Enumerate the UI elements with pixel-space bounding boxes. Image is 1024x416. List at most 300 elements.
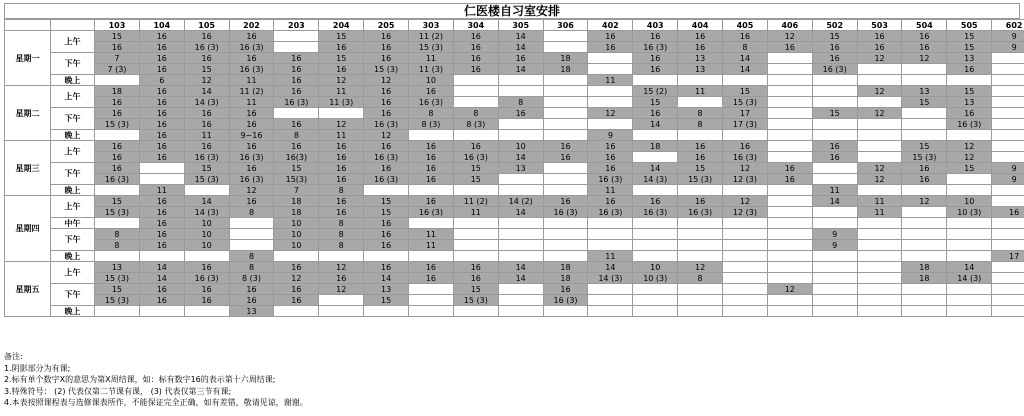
period-label: 下午 <box>51 53 95 75</box>
schedule-cell <box>588 240 633 251</box>
schedule-cell <box>543 174 588 185</box>
table-row <box>5 262 1024 273</box>
room-header: 104 <box>139 20 184 31</box>
schedule-cell: 12 <box>723 196 768 207</box>
schedule-cell <box>723 273 768 284</box>
schedule-cell: 15 <box>633 97 678 108</box>
schedule-cell <box>95 130 140 141</box>
room-header: 503 <box>857 20 902 31</box>
schedule-cell <box>588 97 633 108</box>
schedule-cell <box>947 240 992 251</box>
schedule-cell: 15 <box>95 284 140 295</box>
schedule-cell <box>767 251 812 262</box>
schedule-cell: 8 (3) <box>229 273 274 284</box>
schedule-cell: 16 <box>409 174 454 185</box>
schedule-cell <box>409 251 454 262</box>
schedule-cell: 16 <box>184 141 229 152</box>
schedule-cell <box>498 86 543 97</box>
day-label: 星期一 <box>5 31 51 86</box>
schedule-cell <box>588 229 633 240</box>
schedule-cell: 16 <box>274 53 319 64</box>
schedule-cell <box>543 119 588 130</box>
schedule-cell <box>139 163 184 174</box>
room-header: 202 <box>229 20 274 31</box>
schedule-cell: 14 <box>633 119 678 130</box>
schedule-cell: 16 <box>229 53 274 64</box>
schedule-cell: 7 (3) <box>95 64 140 75</box>
day-label: 星期二 <box>5 86 51 141</box>
schedule-cell <box>633 185 678 196</box>
schedule-cell: 15 <box>947 86 992 97</box>
schedule-cell: 16 (3) <box>409 97 454 108</box>
schedule-cell <box>857 218 902 229</box>
schedule-cell: 16 <box>319 163 364 174</box>
schedule-cell <box>812 273 857 284</box>
schedule-cell: 16 <box>678 196 723 207</box>
schedule-cell <box>992 141 1024 152</box>
schedule-cell: 12 <box>319 284 364 295</box>
schedule-cell <box>139 174 184 185</box>
schedule-cell: 10 <box>274 240 319 251</box>
schedule-cell: 16 <box>274 284 319 295</box>
schedule-cell <box>364 185 409 196</box>
schedule-cell <box>633 218 678 229</box>
schedule-cell: 16 (3) <box>364 174 409 185</box>
schedule-cell: 16 <box>95 141 140 152</box>
schedule-cell <box>498 130 543 141</box>
schedule-cell <box>767 108 812 119</box>
schedule-cell <box>498 229 543 240</box>
schedule-cell: 15 <box>95 196 140 207</box>
schedule-cell: 16 (3) <box>588 207 633 218</box>
schedule-cell: 9 <box>992 31 1024 42</box>
schedule-cell <box>588 306 633 317</box>
table-row <box>5 141 1024 152</box>
period-label: 上午 <box>51 86 95 108</box>
schedule-cell <box>902 64 947 75</box>
schedule-cell: 16 <box>229 141 274 152</box>
schedule-cell: 16 <box>139 53 184 64</box>
schedule-cell: 16 <box>767 163 812 174</box>
schedule-cell: 13 <box>498 163 543 174</box>
schedule-cell: 16 <box>274 295 319 306</box>
schedule-cell: 12 (3) <box>723 174 768 185</box>
schedule-cell <box>723 295 768 306</box>
table-row <box>5 31 1024 42</box>
schedule-cell <box>992 75 1024 86</box>
day-label: 星期四 <box>5 196 51 262</box>
schedule-cell <box>543 130 588 141</box>
schedule-cell: 16 <box>857 42 902 53</box>
schedule-cell: 16 <box>139 119 184 130</box>
schedule-cell: 15 <box>184 64 229 75</box>
notes-section <box>4 351 1020 409</box>
schedule-cell: 16 <box>184 295 229 306</box>
schedule-cell <box>767 75 812 86</box>
schedule-cell <box>319 108 364 119</box>
schedule-cell: 8 <box>274 130 319 141</box>
schedule-cell <box>633 240 678 251</box>
schedule-cell <box>543 108 588 119</box>
schedule-cell: 15 <box>947 42 992 53</box>
schedule-cell <box>857 262 902 273</box>
schedule-cell <box>767 207 812 218</box>
schedule-cell <box>543 75 588 86</box>
schedule-cell: 12 <box>364 130 409 141</box>
note-line: 3.特殊符号： (2) 代表仅第二节课有课， (3) 代表仅第三节有课; <box>4 386 232 396</box>
schedule-cell: 11 (3) <box>409 64 454 75</box>
schedule-cell <box>453 130 498 141</box>
schedule-cell: 16 <box>364 141 409 152</box>
schedule-cell <box>767 86 812 97</box>
schedule-cell: 16 <box>319 64 364 75</box>
schedule-cell: 16 <box>902 163 947 174</box>
schedule-cell: 16 <box>229 295 274 306</box>
schedule-cell: 16 <box>588 141 633 152</box>
schedule-cell: 14 <box>947 262 992 273</box>
schedule-cell: 12 <box>857 108 902 119</box>
schedule-cell: 16 <box>409 86 454 97</box>
schedule-cell: 16 <box>229 196 274 207</box>
schedule-cell: 7 <box>95 53 140 64</box>
schedule-cell: 16 <box>364 53 409 64</box>
schedule-cell: 11 <box>184 130 229 141</box>
schedule-cell <box>543 97 588 108</box>
schedule-cell: 16 (3) <box>633 207 678 218</box>
schedule-cell: 11 <box>319 86 364 97</box>
schedule-cell: 16 (3) <box>453 152 498 163</box>
schedule-cell <box>409 306 454 317</box>
schedule-cell: 16 <box>902 174 947 185</box>
day-label: 星期五 <box>5 262 51 317</box>
schedule-cell: 16 <box>95 97 140 108</box>
schedule-cell: 11 <box>588 251 633 262</box>
room-header: 303 <box>409 20 454 31</box>
schedule-cell: 16 <box>588 163 633 174</box>
schedule-cell: 14 <box>723 53 768 64</box>
schedule-cell <box>992 218 1024 229</box>
room-header: 405 <box>723 20 768 31</box>
schedule-cell: 12 <box>184 75 229 86</box>
schedule-cell: 11 (2) <box>409 31 454 42</box>
schedule-cell <box>902 306 947 317</box>
schedule-cell <box>812 75 857 86</box>
schedule-cell: 16 <box>184 262 229 273</box>
schedule-cell <box>95 218 140 229</box>
schedule-cell: 8 <box>319 240 364 251</box>
schedule-cell: 16 <box>409 152 454 163</box>
schedule-cell: 16 <box>95 163 140 174</box>
schedule-cell: 10 <box>184 218 229 229</box>
schedule-cell: 11 <box>319 130 364 141</box>
schedule-cell: 16 <box>364 262 409 273</box>
note-line: 2.标有单个数字X的意思为第X周结课，如：标有数字16的表示第十六周结课; <box>4 375 276 385</box>
schedule-cell <box>723 262 768 273</box>
room-header: 402 <box>588 20 633 31</box>
table-row <box>5 295 1024 306</box>
schedule-cell: 13 <box>947 97 992 108</box>
schedule-cell <box>543 185 588 196</box>
schedule-cell <box>498 295 543 306</box>
schedule-cell <box>723 218 768 229</box>
schedule-cell: 16 <box>229 284 274 295</box>
schedule-cell: 18 <box>633 141 678 152</box>
schedule-cell: 15 (3) <box>409 42 454 53</box>
schedule-cell: 16 <box>364 218 409 229</box>
schedule-cell <box>992 185 1024 196</box>
schedule-cell <box>857 119 902 130</box>
schedule-cell: 16 <box>857 31 902 42</box>
schedule-cell <box>767 141 812 152</box>
schedule-cell: 14 <box>364 273 409 284</box>
schedule-cell <box>543 31 588 42</box>
schedule-cell <box>95 185 140 196</box>
schedule-cell: 10 <box>184 229 229 240</box>
schedule-cell: 18 <box>543 262 588 273</box>
table-row <box>5 53 1024 64</box>
schedule-cell: 11 <box>409 240 454 251</box>
schedule-cell: 15 <box>902 141 947 152</box>
schedule-cell: 16 <box>588 196 633 207</box>
schedule-cell <box>95 306 140 317</box>
schedule-cell: 14 <box>498 42 543 53</box>
schedule-cell <box>453 75 498 86</box>
schedule-cell: 14 <box>184 86 229 97</box>
schedule-cell: 16 <box>409 273 454 284</box>
schedule-cell: 16 <box>498 108 543 119</box>
schedule-cell: 16 <box>453 64 498 75</box>
schedule-cell: 14 <box>498 31 543 42</box>
period-label: 晚上 <box>51 130 95 141</box>
period-label: 晚上 <box>51 306 95 317</box>
schedule-cell <box>812 86 857 97</box>
schedule-cell: 16 <box>184 108 229 119</box>
schedule-cell: 16 <box>812 53 857 64</box>
schedule-cell: 13 <box>95 262 140 273</box>
schedule-cell <box>678 295 723 306</box>
table-row <box>5 218 1024 229</box>
schedule-cell: 12 <box>723 163 768 174</box>
table-row <box>5 174 1024 185</box>
schedule-cell: 16 <box>364 229 409 240</box>
schedule-cell <box>453 218 498 229</box>
schedule-cell <box>812 218 857 229</box>
period-label: 上午 <box>51 262 95 284</box>
schedule-cell: 16 <box>139 196 184 207</box>
room-header: 205 <box>364 20 409 31</box>
schedule-cell: 16 <box>274 262 319 273</box>
schedule-cell: 16 <box>139 218 184 229</box>
schedule-cell <box>543 218 588 229</box>
schedule-cell: 8 <box>319 218 364 229</box>
schedule-cell <box>947 295 992 306</box>
room-header: 403 <box>633 20 678 31</box>
schedule-cell: 8 <box>678 273 723 284</box>
schedule-cell: 16 <box>364 108 409 119</box>
schedule-cell: 9~16 <box>229 130 274 141</box>
schedule-body <box>5 20 1024 317</box>
schedule-cell: 15 <box>678 163 723 174</box>
schedule-cell: 16 <box>633 196 678 207</box>
schedule-cell: 15 (3) <box>95 119 140 130</box>
room-header: 203 <box>274 20 319 31</box>
schedule-cell: 15 <box>812 31 857 42</box>
schedule-cell <box>857 75 902 86</box>
schedule-cell: 16 <box>319 273 364 284</box>
schedule-cell: 16 <box>139 31 184 42</box>
schedule-cell: 15 <box>319 31 364 42</box>
schedule-cell: 16 <box>184 31 229 42</box>
schedule-cell: 15 <box>902 97 947 108</box>
schedule-cell <box>139 251 184 262</box>
schedule-cell: 9 <box>992 174 1024 185</box>
schedule-cell: 16 <box>453 31 498 42</box>
schedule-cell <box>678 284 723 295</box>
schedule-cell <box>498 185 543 196</box>
schedule-cell: 8 (3) <box>409 119 454 130</box>
schedule-cell <box>992 240 1024 251</box>
schedule-cell <box>543 86 588 97</box>
schedule-cell <box>767 64 812 75</box>
schedule-cell: 15 <box>453 284 498 295</box>
schedule-cell: 16 <box>453 42 498 53</box>
schedule-cell <box>588 284 633 295</box>
table-row <box>5 130 1024 141</box>
schedule-cell <box>633 152 678 163</box>
schedule-cell <box>543 229 588 240</box>
schedule-cell <box>812 207 857 218</box>
schedule-cell: 16 <box>633 53 678 64</box>
schedule-cell: 11 <box>857 196 902 207</box>
schedule-cell <box>902 207 947 218</box>
table-row <box>5 86 1024 97</box>
schedule-cell: 14 <box>184 196 229 207</box>
schedule-cell <box>409 295 454 306</box>
schedule-cell <box>678 218 723 229</box>
schedule-cell: 12 <box>857 53 902 64</box>
schedule-cell <box>229 229 274 240</box>
schedule-cell: 16 <box>992 207 1024 218</box>
schedule-cell <box>453 97 498 108</box>
schedule-cell <box>453 240 498 251</box>
schedule-cell: 16 <box>947 108 992 119</box>
schedule-cell: 16 <box>543 152 588 163</box>
schedule-cell: 8 (3) <box>453 119 498 130</box>
schedule-cell <box>364 306 409 317</box>
schedule-cell: 16 <box>364 163 409 174</box>
schedule-cell: 16 <box>409 196 454 207</box>
period-label: 下午 <box>51 108 95 130</box>
schedule-cell: 18 <box>543 53 588 64</box>
room-header: 306 <box>543 20 588 31</box>
schedule-cell <box>902 295 947 306</box>
schedule-cell: 12 <box>678 262 723 273</box>
schedule-cell: 17 <box>723 108 768 119</box>
schedule-cell <box>812 251 857 262</box>
schedule-cell: 16 <box>229 108 274 119</box>
schedule-cell: 16 (3) <box>364 152 409 163</box>
schedule-cell: 12 <box>319 119 364 130</box>
schedule-cell: 16 <box>95 108 140 119</box>
period-label: 上午 <box>51 196 95 218</box>
table-row <box>5 97 1024 108</box>
schedule-cell: 15 <box>947 31 992 42</box>
schedule-cell <box>723 251 768 262</box>
schedule-cell: 9 <box>588 130 633 141</box>
schedule-cell <box>678 97 723 108</box>
schedule-cell: 16 <box>812 42 857 53</box>
schedule-cell: 16 <box>498 53 543 64</box>
corner-cell <box>5 20 51 31</box>
schedule-cell <box>857 152 902 163</box>
schedule-cell: 10 (3) <box>633 273 678 284</box>
schedule-cell <box>767 130 812 141</box>
schedule-cell: 11 <box>453 207 498 218</box>
schedule-cell: 8 <box>229 251 274 262</box>
schedule-cell: 10 <box>409 75 454 86</box>
schedule-cell <box>274 108 319 119</box>
schedule-cell <box>364 251 409 262</box>
schedule-cell <box>812 284 857 295</box>
schedule-cell: 16 <box>139 152 184 163</box>
schedule-cell <box>498 240 543 251</box>
schedule-cell <box>678 229 723 240</box>
schedule-cell: 16 <box>139 42 184 53</box>
schedule-cell: 11 (3) <box>319 97 364 108</box>
schedule-cell: 16 <box>95 42 140 53</box>
schedule-cell: 14 (3) <box>184 97 229 108</box>
schedule-cell: 16 <box>274 119 319 130</box>
schedule-cell: 16 (3) <box>229 42 274 53</box>
schedule-cell: 16 <box>588 31 633 42</box>
schedule-cell: 16 <box>588 152 633 163</box>
schedule-cell: 14 <box>588 262 633 273</box>
schedule-cell: 14 <box>139 273 184 284</box>
period-label: 晚上 <box>51 75 95 86</box>
schedule-cell <box>992 119 1024 130</box>
schedule-cell: 16 <box>184 119 229 130</box>
schedule-cell <box>633 306 678 317</box>
period-label: 上午 <box>51 141 95 163</box>
schedule-cell <box>902 185 947 196</box>
schedule-cell: 16 <box>139 64 184 75</box>
schedule-cell: 12 <box>857 174 902 185</box>
schedule-cell <box>767 53 812 64</box>
schedule-cell: 16 (3) <box>274 97 319 108</box>
schedule-cell <box>723 284 768 295</box>
schedule-cell <box>274 31 319 42</box>
table-row <box>5 119 1024 130</box>
schedule-cell <box>947 284 992 295</box>
schedule-cell <box>812 97 857 108</box>
schedule-cell: 15 (3) <box>902 152 947 163</box>
schedule-cell: 16 <box>633 31 678 42</box>
schedule-cell: 16 (3) <box>184 42 229 53</box>
schedule-cell: 11 <box>409 229 454 240</box>
schedule-cell <box>767 306 812 317</box>
period-label: 晚上 <box>51 185 95 196</box>
room-header-row <box>5 20 1024 31</box>
schedule-cell <box>947 185 992 196</box>
schedule-cell <box>498 218 543 229</box>
schedule-cell <box>767 196 812 207</box>
schedule-cell <box>992 86 1024 97</box>
schedule-cell: 16 <box>678 152 723 163</box>
schedule-cell <box>767 218 812 229</box>
schedule-cell <box>588 295 633 306</box>
schedule-cell <box>723 185 768 196</box>
table-row <box>5 207 1024 218</box>
